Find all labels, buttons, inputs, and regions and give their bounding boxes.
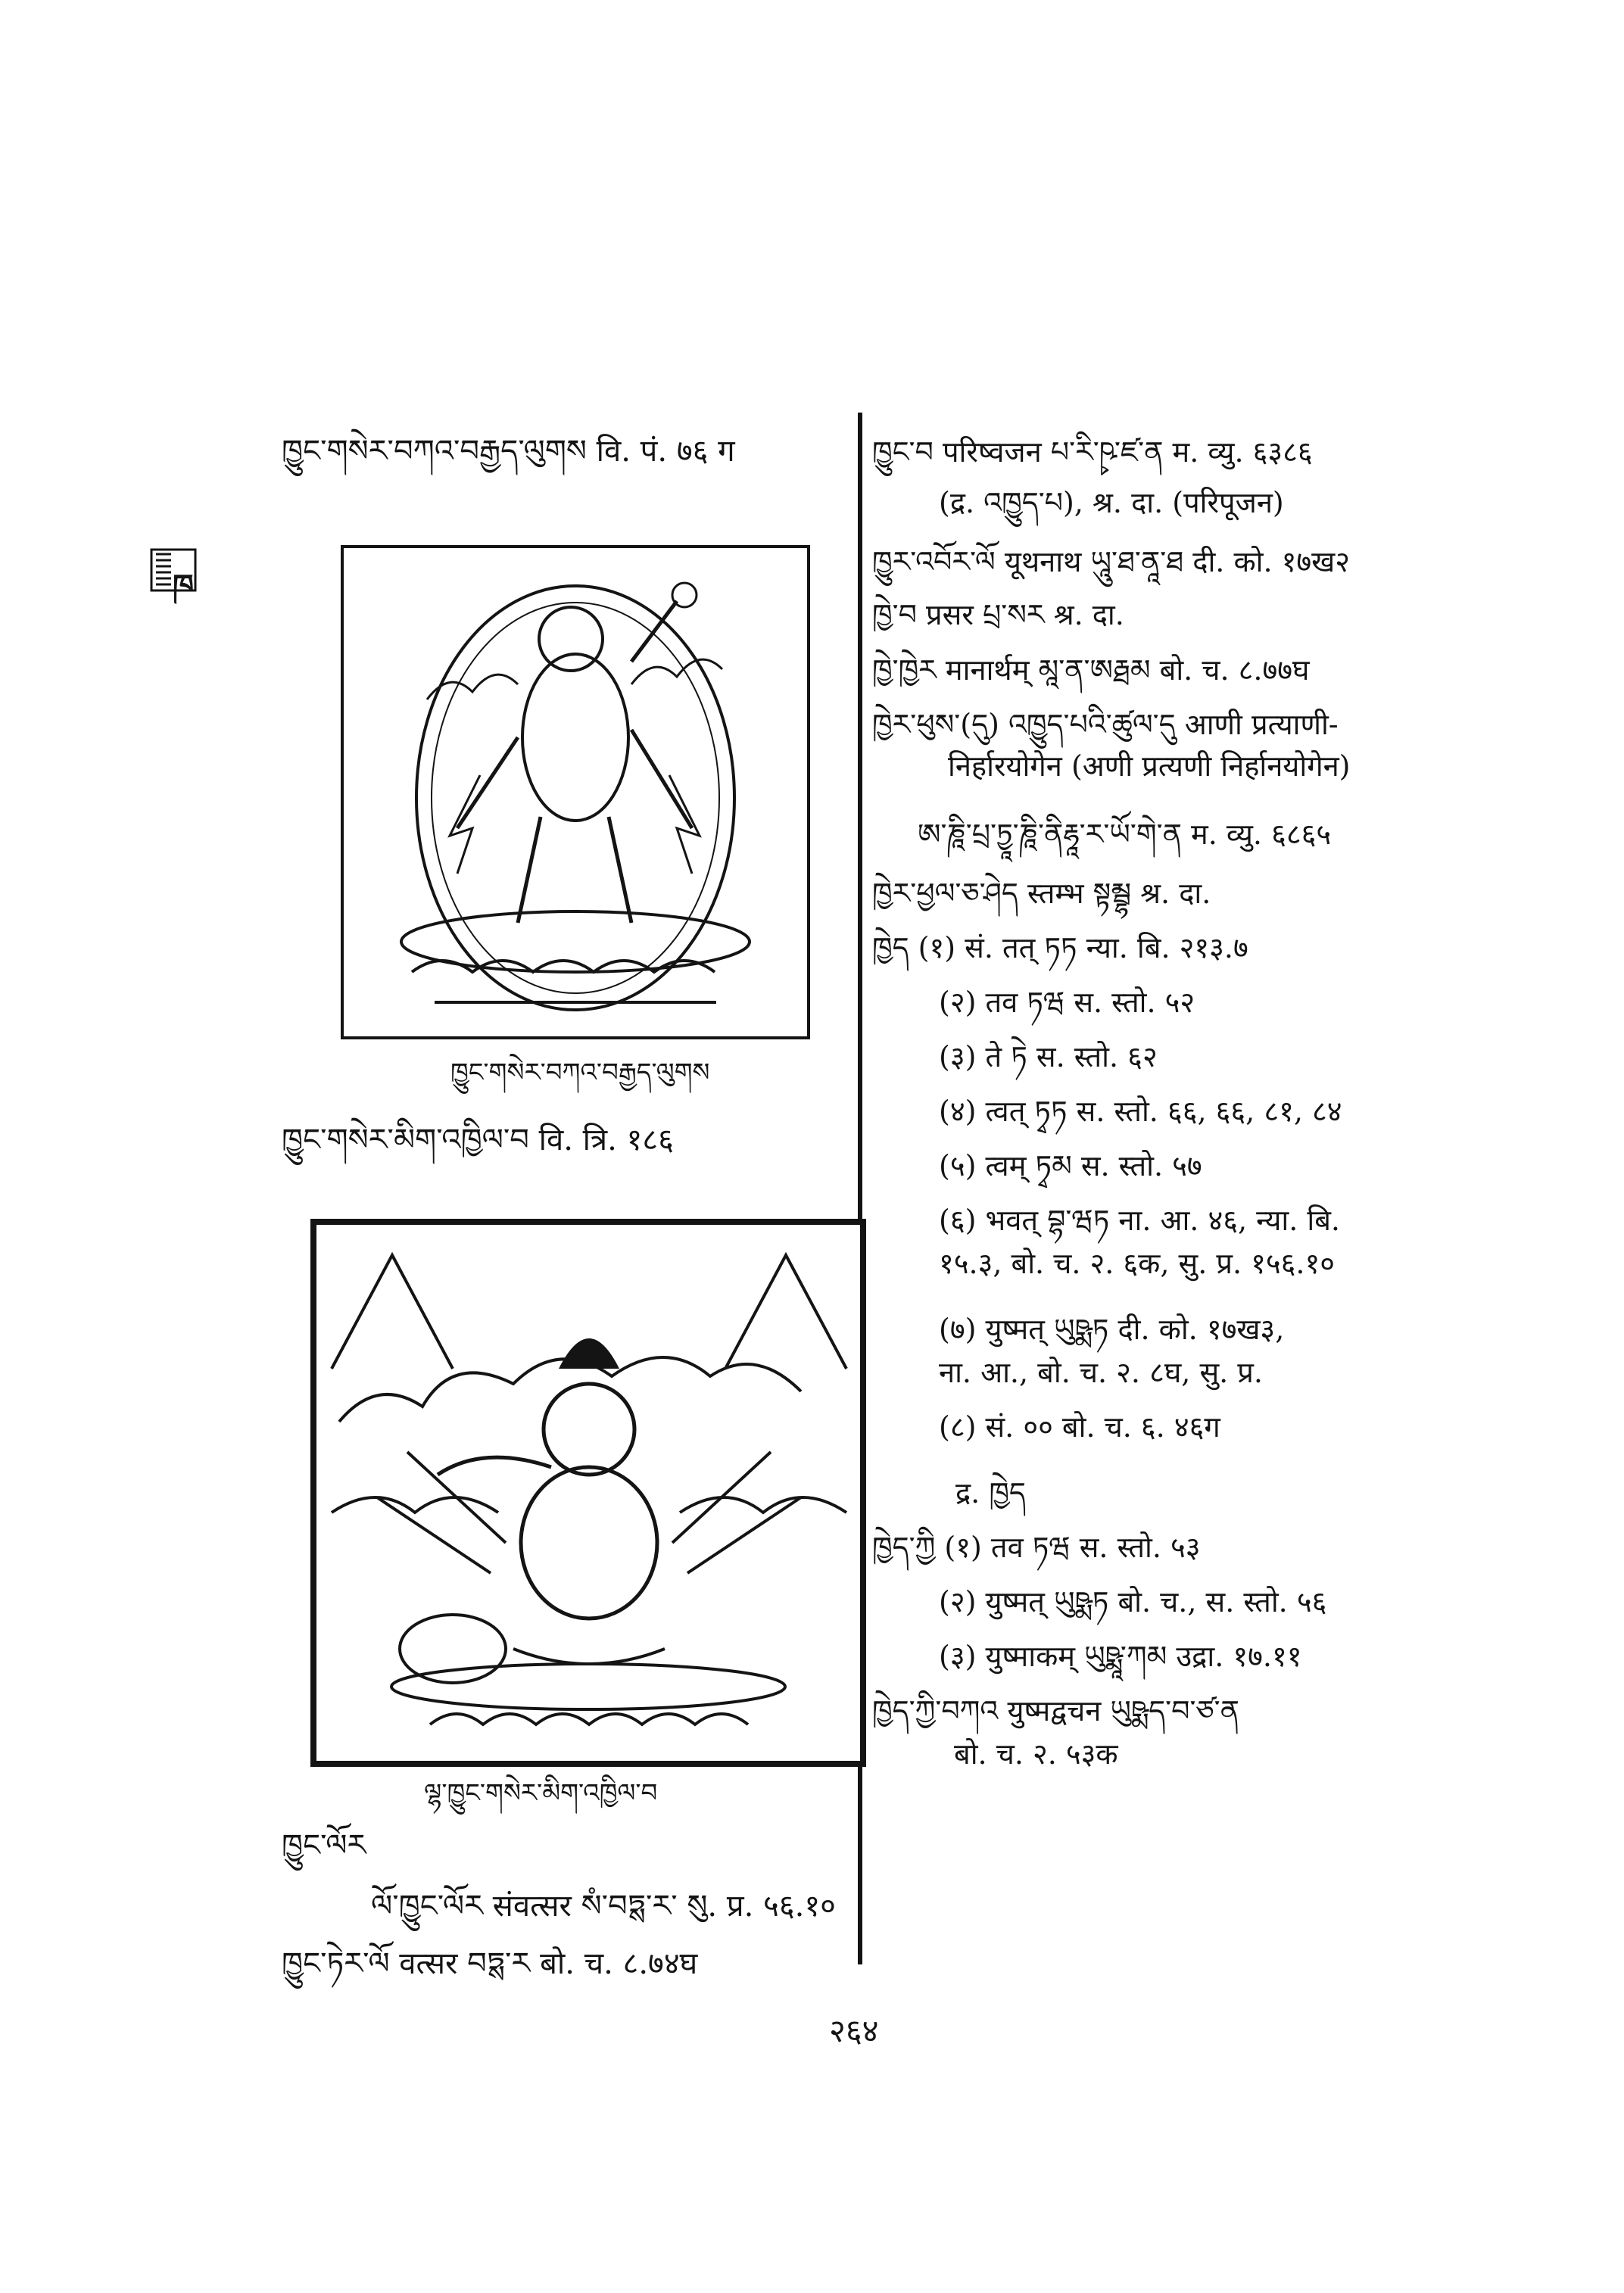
deity-woodcut-2 [316,1225,860,1761]
thumb-index-label: ཁ [173,568,194,603]
right-entry-15: (६) भवत् བྷ་ཝཏ ना. आ. ४६, न्या. बि. [939,1204,1341,1237]
right-entry-14: (५) त्वम् ཏྭམ स. स्तो. ५७ [939,1149,1202,1182]
right-entry-22: (२) युष्मत् ཡུཥྨཏ बो. च., स. स्तो. ५६ [939,1585,1327,1618]
right-entry-18: ना. आ., बो. च. २. ८घ, सु. प्र. [939,1356,1263,1389]
right-entry-6: ཁྱེར་ཕུས་(དུ) འཁྱུད་པའི་ཚུལ་དུ आणी प्रत्याणी- [872,708,1339,741]
right-entry-2: (द्र. འཁྱུད་པ), श्र. दा. (परिपूजन) [939,486,1284,519]
right-entry-4: ཁྱེ་བ प्रसर པྲ་སར श्र. दा. [872,598,1124,631]
right-entry-13: (४) त्वत् ཏྭཏ स. स्तो. ६६, ६६, ८१, ८४ [939,1095,1342,1128]
right-entry-3: ཁྱུར་འབོར་ལོ यूथनाथ ཡཱུ་ཐ་ནཱ་ཐ दी. को. १७ख२ [872,545,1350,578]
right-entry-10: ཁྱེད (१) सं. तत् ཏཏ न्या. बि. २१३.७ [872,931,1248,964]
right-entry-24: ཁྱེད་ཀྱི་བཀའ युष्मद्वचन ཡུཥྨད་བ་ཙ་ན [872,1694,1239,1728]
right-entry-21: ཁྱེད་ཀྱི (१) तव ཏཝ स. स्तो. ५३ [872,1531,1201,1564]
right-entry-20: द्र. ཁྱེད [955,1476,1026,1509]
right-entry-25: बो. च. २. ५३क [954,1737,1118,1771]
deity-woodcut-1 [344,548,807,1036]
left-entry-5: ཁྱུང་ཏེར་ལོ वत्सर བཏྶ་ར बो. च. ८.७४घ [282,1946,698,1981]
left-entry-3: ཁྱུང་ལོར [282,1828,366,1863]
right-entry-7: निर्हारयोगेन (अणी प्रत्यणी निर्हानयोगेन) [948,749,1351,783]
page-number: २६४ [829,2012,879,2049]
left-entry-4: ལོ་ཁྱུང་ལོར संवत्सर སཾ་བཏྶ་ར་ སུ. प्र. ५६.१० [371,1889,836,1924]
left-entry-1: ཁྱུང་གསེར་བཀའ་བརྒྱད་ལུགས वि. पं. ७६ ग [282,434,735,469]
right-entry-19: (८) सं. ०० बो. च. ६. ४६ग [939,1410,1220,1444]
right-entry-11: (२) तव ཏཝ स. स्तो. ५२ [939,986,1195,1019]
right-entry-12: (३) ते ཏེ स. स्तो. ६२ [939,1040,1158,1073]
right-entry-23: (३) युष्माकम् ཡུཥྨཱ་ཀམ उद्रा. १७.११ [939,1640,1302,1673]
right-entry-1: ཁྱུང་བ परिष्वजन པ་རི་ཥྭ་ཛ་ན म. व्यु. ६३८६ [872,435,1313,469]
right-entry-5: ཁྱེ་ཁྱེར मानार्थम् མཱ་ན་ཨརྠམ बो. च. ८.७७घ [872,653,1310,687]
right-entry-16: १५.३, बो. च. २. ६क, सु. प्र. १५६.१० [939,1247,1336,1280]
left-entry-2: ཁྱུང་གསེར་མིག་འཁྱིལ་བ वि. त्रि. १८६ [282,1123,674,1157]
right-entry-9: ཁྱེར་ཕྱལ་ཅ་ཤེད स्तम्भ སྟམྦྷ श्र. दा. [872,877,1211,910]
figure2-caption: ལྷ་ཁྱུང་གསེར་མིག་འཁྱིལ་བ [424,1778,658,1809]
figure-deity-2 [310,1219,866,1767]
figure1-caption: ཁྱུང་གསེར་བཀའ་བརྒྱད་ལུགས [450,1058,710,1088]
thumb-index-tab [150,548,197,603]
figure-deity-1 [341,545,810,1039]
right-entry-17: (७) युष्मत् ཡུཥྨཏ दी. को. १७ख३, [939,1313,1285,1346]
right-entry-8: ཨ་ཎཱི་པྲ་ཏྱཱ་ཎཱི་ནིརྷཱ་ར་ཡོ་གེ་ན म. व्यु. ६८६५ [918,818,1332,851]
